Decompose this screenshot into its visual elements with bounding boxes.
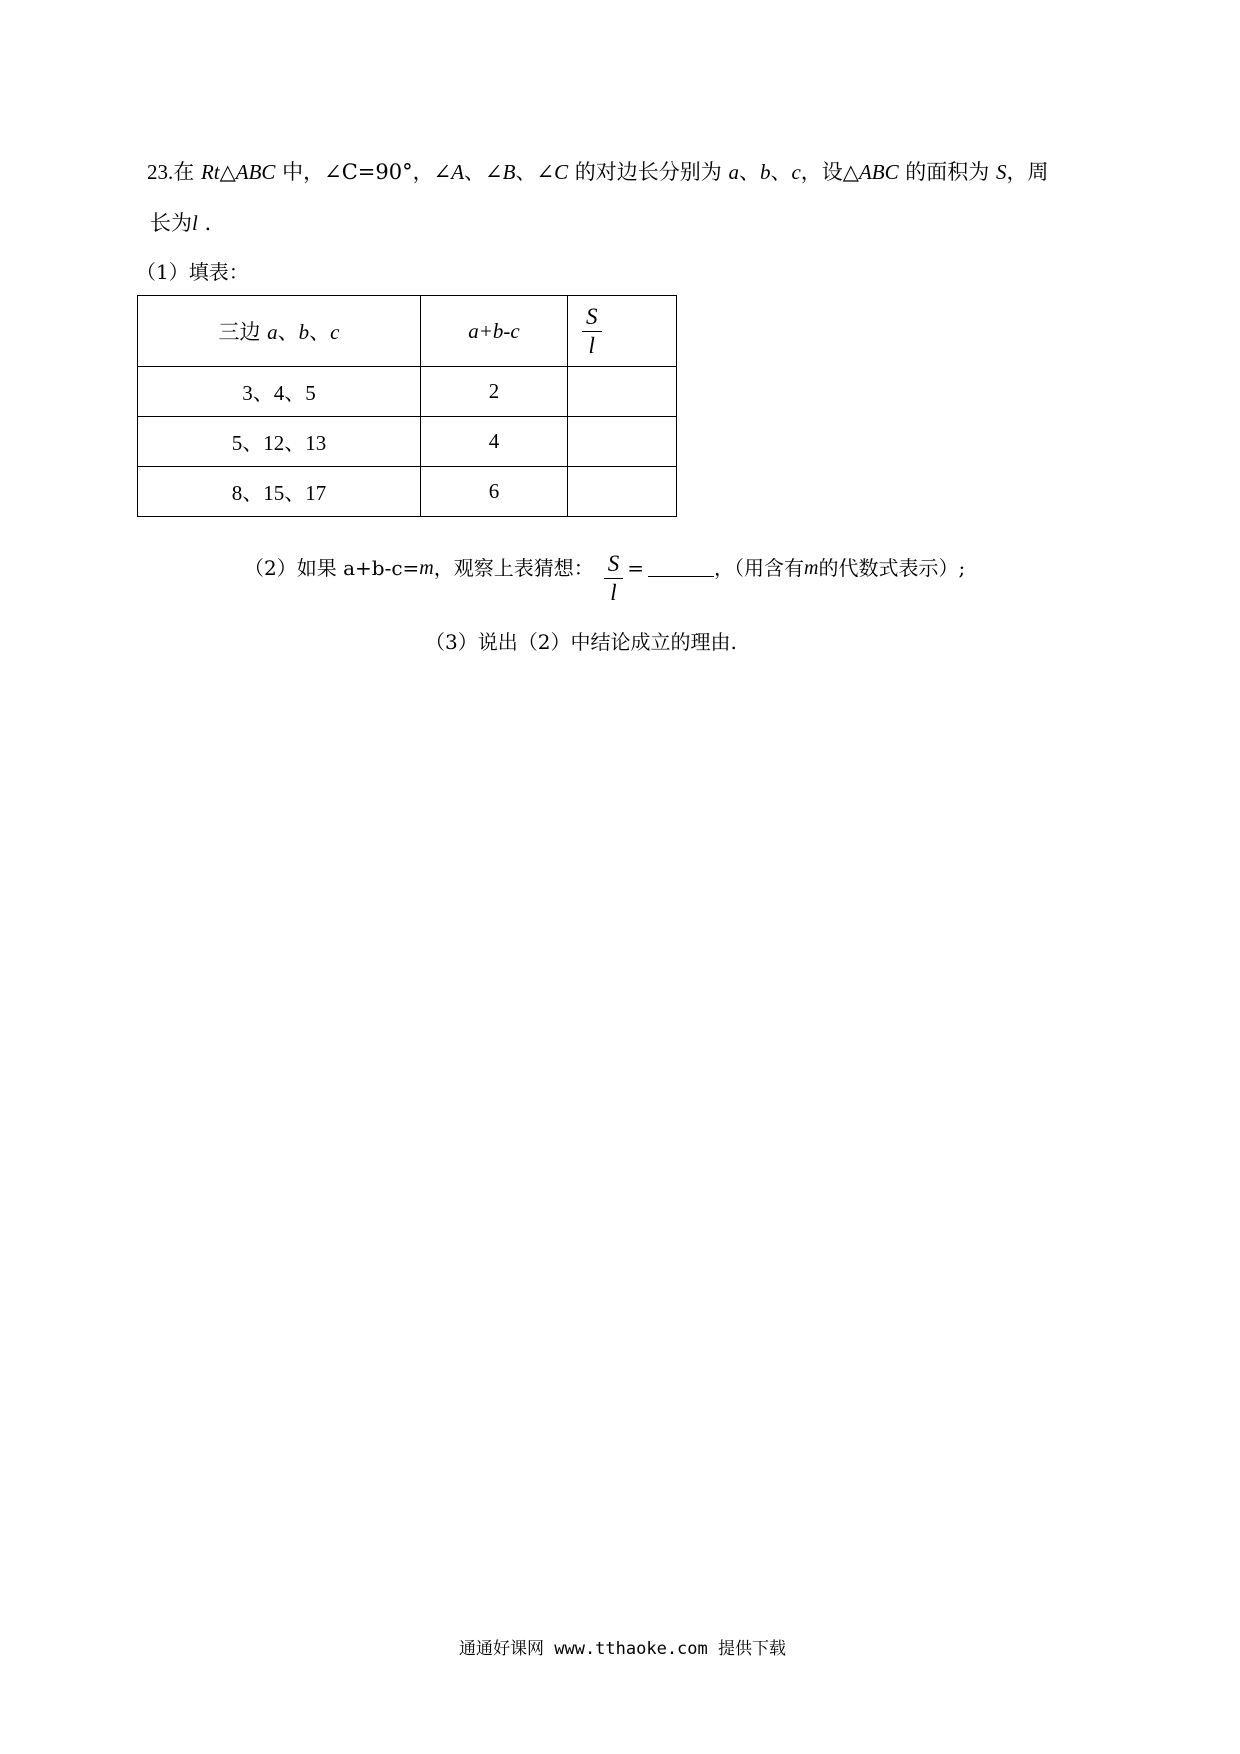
footer-credit: 通通好课网 www.tthaoke.com 提供下载 bbox=[459, 1639, 786, 1659]
header-sides: 三边 a、b、c bbox=[138, 296, 421, 367]
fraction-s-over-l: $\frac{S}{l}$ bbox=[604, 550, 624, 607]
row-ratio-blank[interactable] bbox=[568, 417, 677, 467]
row-sum: 2 bbox=[421, 367, 568, 417]
row-ratio-blank[interactable] bbox=[568, 367, 677, 417]
row-sides: 8、15、17 bbox=[138, 467, 421, 517]
part2-question: （2）如果 a+b-c= m ，观察上表猜想： $\frac{S}{l}$ = ，（用含有 m 的代数式表示）; bbox=[244, 551, 966, 605]
table-row bbox=[138, 417, 677, 467]
header-ratio bbox=[568, 296, 677, 367]
part1-label: （1）填表： bbox=[136, 260, 249, 284]
answer-blank[interactable] bbox=[648, 558, 714, 577]
row-ratio-blank[interactable] bbox=[568, 467, 677, 517]
problem-number: 23. bbox=[147, 160, 174, 184]
table-row bbox=[138, 467, 677, 517]
problem-statement-line1: 23.在 Rt△ABC 中，∠C=90°，∠A、∠B、∠C 的对边长分别为 a、b、c，设△ABC 的面积为 S，周 bbox=[147, 160, 1049, 184]
header-sum: a+b-c bbox=[421, 296, 568, 367]
row-sides: 5、12、13 bbox=[138, 417, 421, 467]
row-sum: 6 bbox=[421, 467, 568, 517]
part3-question: （3）说出（2）中结论成立的理由. bbox=[425, 630, 737, 654]
problem-statement-line2: 长为l . bbox=[150, 211, 212, 235]
fill-in-table bbox=[137, 295, 677, 517]
table-header-row bbox=[138, 296, 677, 367]
row-sides: 3、4、5 bbox=[138, 367, 421, 417]
fraction-s-over-l: $\frac{S}{l}$ bbox=[582, 303, 602, 360]
row-sum: 4 bbox=[421, 417, 568, 467]
table-row bbox=[138, 367, 677, 417]
